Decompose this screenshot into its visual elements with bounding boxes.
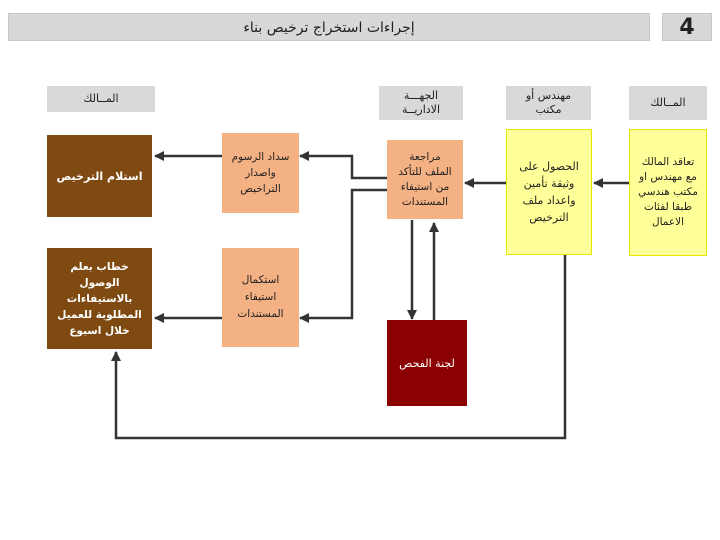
arrow-review-to-fees xyxy=(300,156,387,178)
box-review-file: مراجعة الملف للتأكد من استيفاء المستندات xyxy=(387,140,463,219)
box-pay-fees: سداد الرسوم واصدار التراخيص xyxy=(222,133,299,213)
column-header-engineer: مهندس أو مكتب xyxy=(506,86,591,120)
column-header-owner-left: المــالك xyxy=(47,86,155,112)
box-obtain-insurance: الحصول على وثيقة تأمين واعداد ملف الترخيص xyxy=(506,129,592,255)
box-inspection-committee: لجنة الفحص xyxy=(387,320,467,406)
page-number: 4 xyxy=(662,13,712,41)
column-header-authority: الجهـــة الاداريــة xyxy=(379,86,463,120)
page-title: إجراءات استخراج ترخيص بناء xyxy=(243,20,415,36)
box-complete-documents: استكمال استيفاء المستندات xyxy=(222,248,299,347)
column-header-owner: المــالك xyxy=(629,86,707,120)
box-notification-letter: خطاب بعلم الوصول بالاستيفاءات المطلوبة للعميل خلال اسبوع xyxy=(47,248,152,349)
arrow-review-to-complete xyxy=(300,190,387,318)
arrow-obtain-to-letter xyxy=(116,255,565,438)
box-receive-license: استلام الترخيص xyxy=(47,135,152,217)
box-owner-contract: تعاقد المالك مع مهندس او مكتب هندسي طبقا لفئات الاعمال xyxy=(629,129,707,256)
